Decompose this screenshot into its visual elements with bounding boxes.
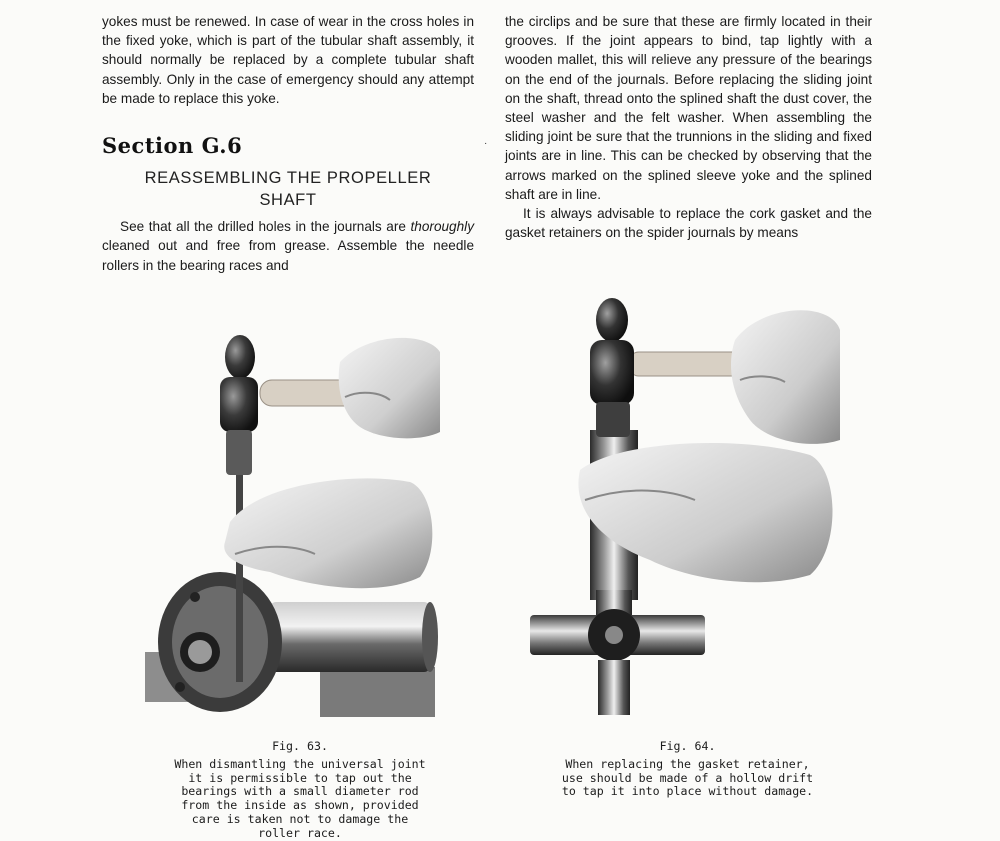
figure-64-caption-text: When replacing the gasket retainer, use should be made of a hollow drift to tap it into place without damage. [561,756,814,799]
section-title-line-1: REASSEMBLING THE PROPELLER [144,169,432,188]
right-paragraph-1: the circlips and be sure that these are firmly located in their grooves. If the joint appears to bind, tap lightly with a wooden mallet, this will relieve any pressure of the bearings on the end of the journals. Before replacing the sliding joint on the shaft, thread onto the splined shaft the dust cover, the steel washer and the felt washer. When assembling the sliding joint be sure that the trunnions in the sliding and fixed joints are in line. This can be checked by observing that the arrows marked on the splined sleeve yoke and the splined shaft are in line. [505,14,872,202]
figure-63-caption-text: When dismantling the universal joint it is permissible to tap out the bearings with a small diameter rod from the inside as shown, provided care is taken not to damage the roller race. [174,756,426,840]
section-title [102,167,474,211]
figure-63-illustration [140,322,445,732]
left-paragraph-1: yokes must be renewed. In case of wear in the cross holes in the fixed yoke, which is part of the tubular shaft assembly, it should normally be replaced by a complete tubular shaft assembly. Only in the case of emergency should any attempt be made to replace this yoke. [102,14,474,106]
figure-63-caption [170,740,430,841]
figure-64-label: Fig. 64. [659,739,716,753]
figure-64-illustration [510,290,855,730]
section-title-line-2: SHAFT [259,191,317,210]
right-column [505,12,872,242]
left-paragraph-2-emphasis: thoroughly [410,219,474,235]
figure-64-caption [555,740,820,799]
left-paragraph-2-start: See that all the drilled holes in the journals are [120,219,406,235]
left-column [102,12,474,275]
left-paragraph-2 [102,217,474,275]
margin-bullet: · [484,138,488,149]
figure-63-label: Fig. 63. [272,739,328,753]
left-paragraph-2-end: cleaned out and free from grease. Assemble the needle rollers in the bearing races and [102,238,474,273]
figure-64-photo [510,290,855,730]
section-heading: Section G.6 [102,133,243,159]
right-paragraph-2: It is always advisable to replace the cork gasket and the gasket retainers on the spider journals by means [505,206,872,241]
figure-63-photo [140,322,445,732]
